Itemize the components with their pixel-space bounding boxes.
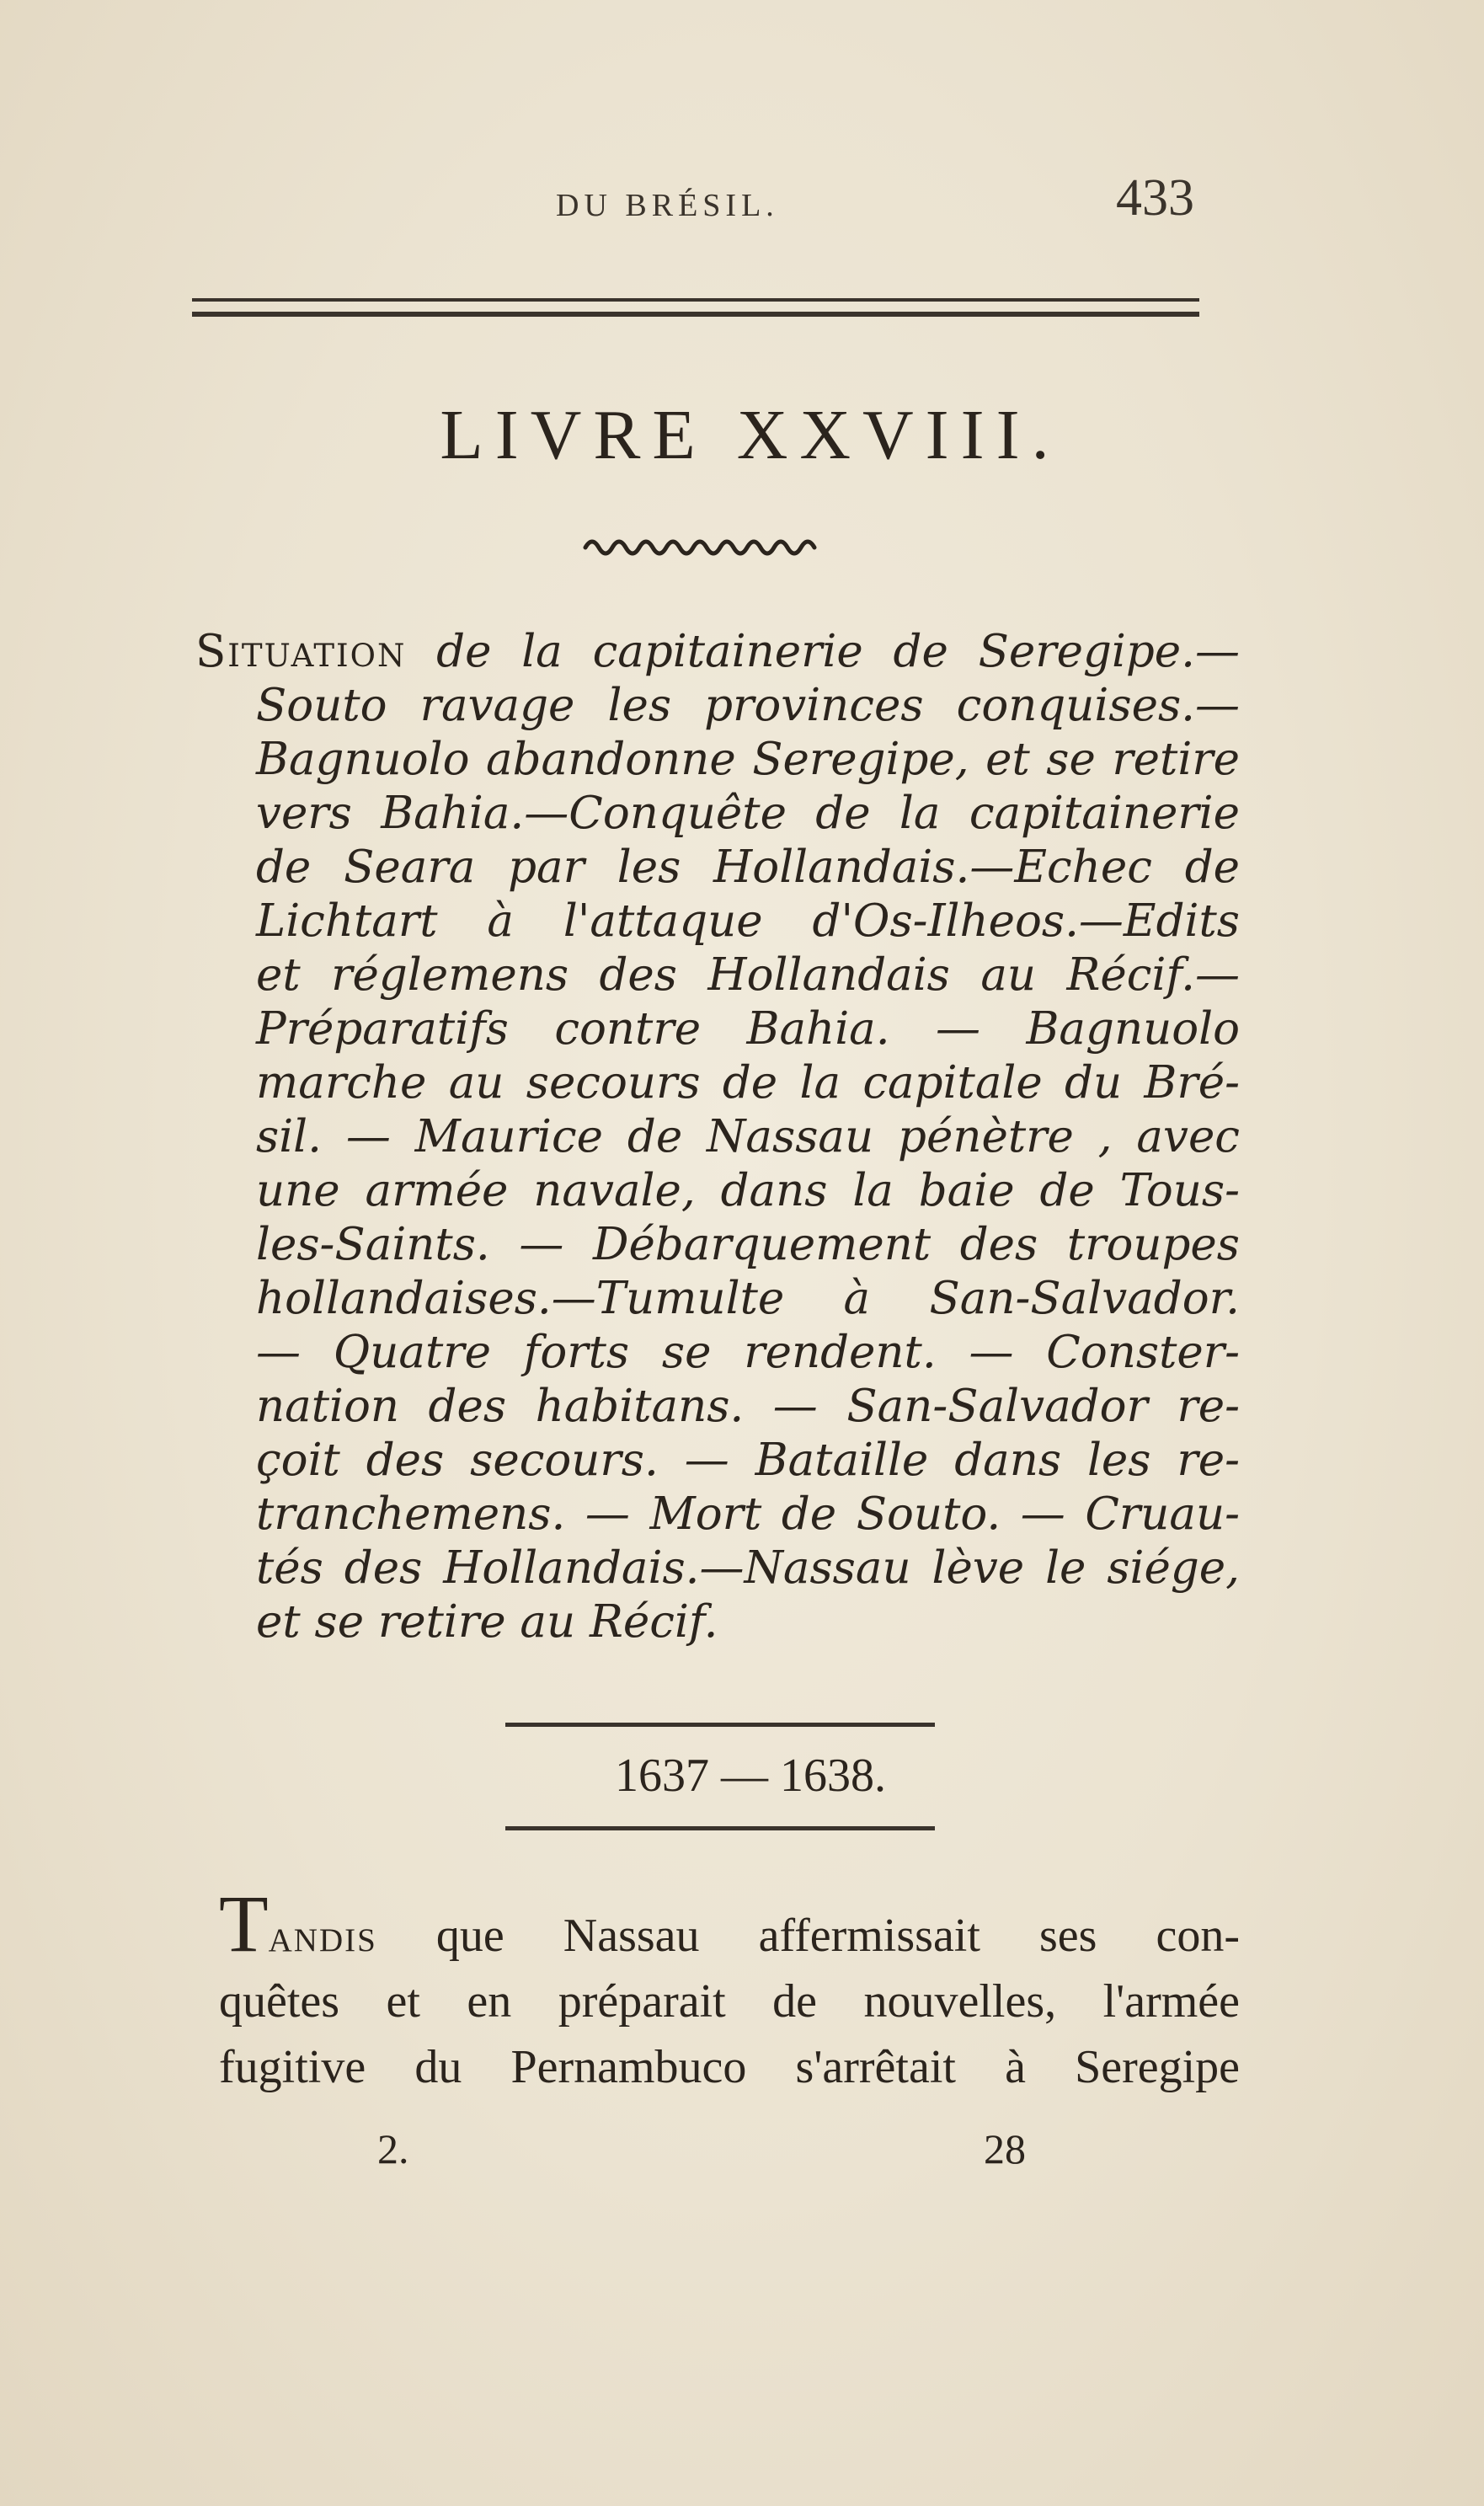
summary-line: une armée navale, dans la baie de Tous-: [256, 1165, 1240, 1216]
summary-line: [195, 625, 1240, 679]
summary-lead-word: Situation: [195, 626, 407, 677]
summary-line: Lichtart à l'attaque d'Os-Ilheos.—Edits: [256, 895, 1240, 947]
summary-line-text: de la capitainerie de Seregipe.—: [406, 626, 1240, 677]
summary-line: Bagnuolo abandonne Seregipe, et se retire: [256, 734, 1240, 785]
first-word-rest: andis: [268, 1910, 377, 1962]
summary-line: de Seara par les Hollandais.—Echec de: [256, 842, 1240, 893]
page-number: 433: [1116, 169, 1194, 227]
chapter-summary: [195, 625, 1240, 1649]
summary-line: Préparatifs contre Bahia. — Bagnuolo: [256, 1003, 1240, 1055]
summary-line: marche au secours de la capitale du Bré-: [256, 1057, 1240, 1109]
summary-line: tranchemens. — Mort de Souto. — Cruau-: [256, 1488, 1240, 1540]
running-title: DU BRÉSIL.: [556, 188, 779, 223]
body-line-text: que Nassau affermissait ses con-: [376, 1910, 1240, 1962]
date-rule-bottom: [505, 1826, 935, 1830]
summary-line: hollandaises.—Tumulte à San-Salvador.: [256, 1273, 1240, 1324]
summary-line: vers Bahia.—Conquête de la capitainerie: [256, 788, 1240, 839]
summary-line: — Quatre forts se rendent. — Conster-: [256, 1327, 1240, 1378]
summary-line: Souto ravage les provinces conquises.—: [256, 680, 1240, 731]
wavy-ornament-icon: [581, 529, 825, 563]
summary-line: tés des Hollandais.—Nassau lève le siége,: [256, 1542, 1240, 1594]
header-rule-thick: [192, 312, 1199, 317]
summary-line: sil. — Maurice de Nassau pénètre , avec: [256, 1111, 1240, 1162]
summary-line: les-Saints. — Débarquement des troupes: [256, 1219, 1240, 1270]
summary-line: et réglemens des Hollandais au Récif.—: [256, 949, 1240, 1001]
date-range: 1637 — 1638.: [615, 1750, 886, 1802]
date-rule-top: [505, 1723, 935, 1727]
summary-line: çoit des secours. — Bataille dans les re-: [256, 1435, 1240, 1486]
summary-line: nation des habitans. — San-Salvador re-: [256, 1381, 1240, 1432]
header-rule-thin: [192, 298, 1199, 302]
drop-cap: T: [219, 1878, 269, 1969]
body-line: [219, 1878, 1240, 1969]
summary-line: et se retire au Récif.: [256, 1596, 718, 1648]
volume-signature: 2.: [377, 2125, 409, 2172]
body-line: quêtes et en préparait de nouvelles, l'armée: [219, 1975, 1240, 2028]
body-line: fugitive du Pernambuco s'arrêtait à Seregipe: [219, 2041, 1240, 2093]
gathering-mark: 28: [984, 2125, 1026, 2172]
body-paragraph: [219, 1878, 1240, 2100]
chapter-title: LIVRE XXVIII.: [440, 396, 1061, 474]
